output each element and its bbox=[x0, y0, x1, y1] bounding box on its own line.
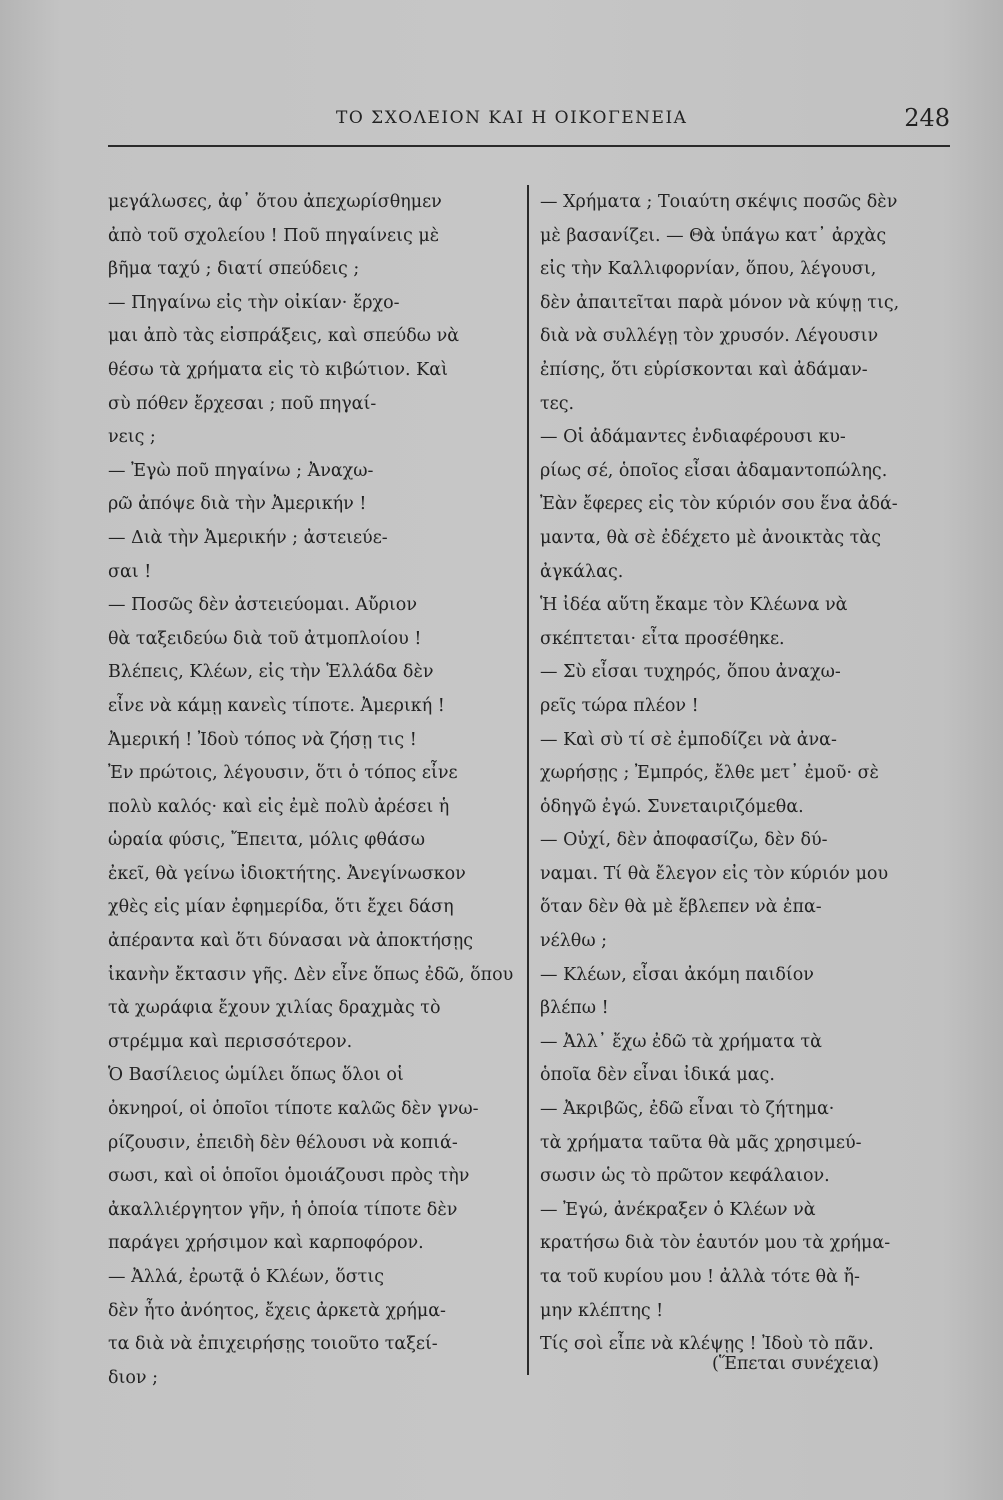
text-line: εἶνε νὰ κάμῃ κανεὶς τίποτε. Ἀμερική ! bbox=[108, 695, 445, 716]
text-line: Ἐν πρώτοις, λέγουσιν, ὅτι ὁ τόπος εἶνε bbox=[108, 763, 458, 784]
text-line: Ὁ Βασίλειος ὡμίλει ὅπως ὅλοι οἱ bbox=[108, 1065, 404, 1086]
text-line: σκέπτεται· εἶτα προσέθηκε. bbox=[540, 628, 785, 649]
text-line: σωσιν ὡς τὸ πρῶτον κεφάλαιον. bbox=[540, 1166, 830, 1187]
text-line: — Πηγαίνω εἰς τὴν οἰκίαν· ἔρχο- bbox=[108, 292, 400, 313]
text-line: χθὲς εἰς μίαν ἐφημερίδα, ὅτι ἔχει δάση bbox=[108, 897, 454, 918]
text-line: — Καὶ σὺ τί σὲ ἐμποδίζει νὰ ἀνα- bbox=[540, 729, 837, 750]
header-rule bbox=[108, 145, 950, 147]
text-line: τὰ χρήματα ταῦτα θὰ μᾶς χρησιμεύ- bbox=[540, 1132, 862, 1153]
page-number: 248 bbox=[904, 104, 950, 132]
text-line: Ἡ ἰδέα αὕτη ἔκαμε τὸν Κλέωνα νὰ bbox=[540, 595, 848, 616]
text-line: ἱκανὴν ἔκτασιν γῆς. Δὲν εἶνε ὅπως ἐδῶ, ὅπου bbox=[108, 964, 514, 985]
running-title: ΤΟ ΣΧΟΛΕΙΟΝ ΚΑΙ Η ΟΙΚΟΓΕΝΕΙΑ bbox=[336, 108, 688, 128]
text-line: θὰ ταξειδεύω διὰ τοῦ ἀτμοπλοίου ! bbox=[108, 628, 422, 649]
text-line: σωσι, καὶ οἱ ὁποῖοι ὁμοιάζουσι πρὸς τὴν bbox=[108, 1166, 470, 1187]
text-line: νέλθω ; bbox=[540, 931, 608, 952]
text-line: ἀπέραντα καὶ ὅτι δύνασαι νὰ ἀποκτήσῃς bbox=[108, 931, 474, 952]
text-line: — Χρήματα ; Τοιαύτη σκέψις ποσῶς δὲν bbox=[540, 192, 898, 212]
text-line: τα τοῦ κυρίου μου ! ἀλλὰ τότε θὰ ἤ- bbox=[540, 1267, 860, 1287]
text-line: κρατήσω διὰ τὸν ἑαυτόν μου τὰ χρήμα- bbox=[540, 1233, 891, 1254]
text-line: ὅταν δὲν θὰ μὲ ἔβλεπεν νὰ ἐπα- bbox=[540, 897, 822, 918]
text-line: Τίς σοὶ εἶπε νὰ κλέψῃς ! Ἰδοὺ τὸ πᾶν. bbox=[540, 1334, 874, 1355]
text-line: μην κλέπτης ! bbox=[540, 1300, 664, 1321]
text-line: ρίως σέ, ὁποῖος εἶσαι ἀδαμαντοπώλης. bbox=[540, 460, 888, 481]
text-line: νεις ; bbox=[108, 427, 156, 448]
text-line: παράγει χρήσιμον καὶ καρποφόρον. bbox=[108, 1233, 424, 1254]
text-line: Ἀμερική ! Ἰδοὺ τόπος νὰ ζήσῃ τις ! bbox=[108, 729, 417, 750]
text-line: σὺ πόθεν ἔρχεσαι ; ποῦ πηγαί- bbox=[108, 393, 377, 414]
text-line: πολὺ καλός· καὶ εἰς ἐμὲ πολὺ ἀρέσει ἡ bbox=[108, 796, 450, 817]
text-line: θέσω τὰ χρήματα εἰς τὸ κιβώτιον. Καὶ bbox=[108, 359, 448, 380]
text-line: μαι ἀπὸ τὰς εἰσπράξεις, καὶ σπεύδω νὰ bbox=[108, 326, 460, 347]
text-line: σαι ! bbox=[108, 561, 152, 582]
text-line: Ἐὰν ἔφερες εἰς τὸν κύριόν σου ἕνα ἀδά- bbox=[540, 494, 898, 515]
column-divider bbox=[527, 185, 529, 1375]
text-line: — Ἐγὼ ποῦ πηγαίνω ; Ἀναχω- bbox=[108, 460, 374, 481]
text-line: τα διὰ νὰ ἐπιχειρήσῃς τοιοῦτο ταξεί- bbox=[108, 1334, 438, 1355]
text-line: εἰς τὴν Καλλιφορνίαν, ὅπου, λέγουσι, bbox=[540, 259, 877, 280]
text-line: τὰ χωράφια ἔχουν χιλίας δραχμὰς τὸ bbox=[108, 998, 441, 1019]
text-line: — Ἀκριβῶς, ἐδῶ εἶναι τὸ ζήτημα· bbox=[540, 1099, 835, 1120]
text-line: μεγάλωσες, ἀφ᾽ ὅτου ἀπεχωρίσθημεν bbox=[108, 192, 442, 212]
continuation-note: (Ἕπεται συνέχεια) bbox=[712, 1354, 879, 1374]
text-line: — Ἐγώ, ἀνέκραξεν ὁ Κλέων νὰ bbox=[540, 1199, 816, 1220]
text-line: — Ἀλλά, ἐρωτᾷ ὁ Κλέων, ὅστις bbox=[108, 1267, 385, 1287]
text-line: ὀκνηροί, οἱ ὁποῖοι τίποτε καλῶς δὲν γνω- bbox=[108, 1099, 479, 1120]
text-line: χωρήσῃς ; Ἐμπρός, ἔλθε μετ᾽ ἐμοῦ· σὲ bbox=[540, 763, 879, 784]
text-line: μαντα, θὰ σὲ ἐδέχετο μὲ ἀνοικτὰς τὰς bbox=[540, 527, 881, 548]
text-line: ἀκαλλιέργητον γῆν, ἡ ὁποία τίποτε δὲν bbox=[108, 1199, 458, 1220]
text-line: μὲ βασανίζει. — Θὰ ὑπάγω κατ᾽ ἀρχὰς bbox=[540, 225, 887, 246]
text-line: — Διὰ τὴν Ἀμερικήν ; ἀστειεύε- bbox=[108, 527, 388, 548]
text-line: ὡραία φύσις, Ἔπειτα, μόλις φθάσω bbox=[108, 830, 425, 851]
text-line: ρῶ ἀπόψε διὰ τὴν Ἀμερικήν ! bbox=[108, 494, 367, 515]
text-line: ναμαι. Τί θὰ ἔλεγον εἰς τὸν κύριόν μου bbox=[540, 863, 889, 884]
text-line: δὲν ἀπαιτεῖται παρὰ μόνον νὰ κύψῃ τις, bbox=[540, 292, 900, 313]
text-line: — Κλέων, εἶσαι ἀκόμη παιδίον bbox=[540, 964, 814, 985]
text-line: δὲν ἦτο ἀνόητος, ἔχεις ἀρκετὰ χρήμα- bbox=[108, 1300, 446, 1321]
text-line: ἀπὸ τοῦ σχολείου ! Ποῦ πηγαίνεις μὲ bbox=[108, 225, 440, 246]
text-line: διον ; bbox=[108, 1367, 159, 1388]
text-line: Βλέπεις, Κλέων, εἰς τὴν Ἑλλάδα δὲν bbox=[108, 662, 434, 683]
text-line: ὁποῖα δὲν εἶναι ἰδικά μας. bbox=[540, 1065, 775, 1086]
text-line: — Οὐχί, δὲν ἀποφασίζω, δὲν δύ- bbox=[540, 830, 828, 851]
text-line: ρίζουσιν, ἐπειδὴ δὲν θέλουσι νὰ κοπιά- bbox=[108, 1132, 458, 1153]
text-line: ὁδηγῶ ἐγώ. Συνεταιριζόμεθα. bbox=[540, 796, 804, 817]
text-line: διὰ νὰ συλλέγῃ τὸν χρυσόν. Λέγουσιν bbox=[540, 326, 879, 347]
text-line: βῆμα ταχύ ; διατί σπεύδεις ; bbox=[108, 259, 360, 280]
text-line: ρεῖς τώρα πλέον ! bbox=[540, 695, 699, 716]
text-line: ἐπίσης, ὅτι εὑρίσκονται καὶ ἀδάμαν- bbox=[540, 359, 868, 380]
text-line: βλέπω ! bbox=[540, 998, 609, 1019]
text-line: τες. bbox=[540, 393, 575, 414]
text-line: — Σὺ εἶσαι τυχηρός, ὅπου ἀναχω- bbox=[540, 662, 841, 683]
text-line: — Οἱ ἀδάμαντες ἐνδιαφέρουσι κυ- bbox=[540, 427, 846, 448]
text-line: — Ἀλλ᾽ ἔχω ἐδῶ τὰ χρήματα τὰ bbox=[540, 1031, 822, 1052]
left-column bbox=[108, 186, 513, 1395]
text-line: στρέμμα καὶ περισσότερον. bbox=[108, 1031, 353, 1052]
page-header bbox=[108, 104, 950, 138]
text-line: ἐκεῖ, θὰ γείνω ἰδιοκτήτης. Ἀνεγίνωσκον bbox=[108, 863, 466, 884]
text-line: ἀγκάλας. bbox=[540, 561, 624, 582]
right-column bbox=[540, 186, 950, 1362]
text-line: — Ποσῶς δὲν ἀστειεύομαι. Αὔριον bbox=[108, 595, 417, 616]
